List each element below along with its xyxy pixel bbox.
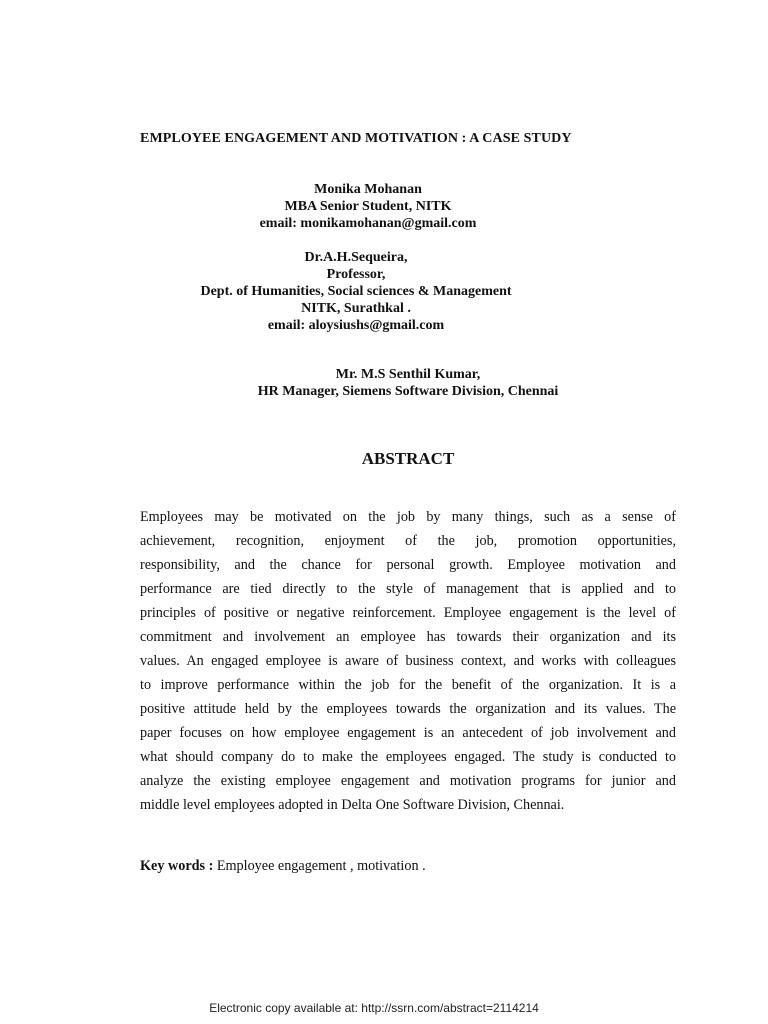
- keywords-text: Employee engagement , motivation .: [213, 858, 426, 874]
- author-name: Mr. M.S Senthil Kumar,: [335, 367, 481, 382]
- author-affiliation: NITK, Surathkal .: [301, 301, 411, 316]
- author-department: Dept. of Humanities, Social sciences & Management: [200, 284, 512, 299]
- author-affiliation: HR Manager, Siemens Software Division, Chennai: [257, 384, 559, 399]
- abstract-line: principles of positive or negative reinforcement. Employee engagement is the level of: [140, 605, 676, 621]
- author-block-3: [24, 366, 768, 400]
- author-name: Monika Mohanan: [314, 182, 422, 197]
- author-position: Professor,: [326, 267, 386, 282]
- author-email: email: aloysiushs@gmail.com: [267, 318, 445, 333]
- abstract-line: analyze the existing employee engagement and motivation programs for junior and: [140, 773, 676, 789]
- author-affiliation: MBA Senior Student, NITK: [284, 199, 452, 214]
- abstract-heading: ABSTRACT: [361, 449, 455, 468]
- paper-title: EMPLOYEE ENGAGEMENT AND MOTIVATION : A CASE STUDY: [140, 131, 572, 146]
- abstract-line: achievement, recognition, enjoyment of the job, promotion opportunities,: [140, 533, 676, 549]
- abstract-line: commitment and involvement an employee has towards their organization and its: [140, 629, 676, 645]
- abstract-line: paper focuses on how employee engagement is an antecedent of job involvement and: [140, 725, 676, 741]
- abstract-line: values. An engaged employee is aware of business context, and works with colleagues: [140, 653, 676, 669]
- author-block-1: [0, 181, 752, 232]
- keywords: [140, 858, 426, 875]
- author-email: email: monikamohanan@gmail.com: [259, 216, 477, 231]
- abstract-line: middle level employees adopted in Delta One Software Division, Chennai.: [140, 797, 565, 813]
- abstract-line: Employees may be motivated on the job by many things, such as a sense of: [140, 509, 676, 525]
- abstract-line: responsibility, and the chance for personal growth. Employee motivation and: [140, 557, 676, 573]
- keywords-label: Key words :: [140, 858, 214, 874]
- abstract-line: positive attitude held by the employees towards the organization and its values. The: [140, 701, 676, 717]
- ssrn-footer: Electronic copy available at: http://ssrn.com/abstract=2114214: [209, 1001, 539, 1015]
- abstract-line: to improve performance within the job for the benefit of the organization. It is a: [140, 677, 676, 693]
- abstract-body: [140, 505, 676, 817]
- abstract-line: performance are tied directly to the style of management that is applied and to: [140, 581, 676, 597]
- author-name: Dr.A.H.Sequeira,: [304, 250, 408, 265]
- author-block-2: [0, 249, 740, 334]
- abstract-line: what should company do to make the employees engaged. The study is conducted to: [140, 749, 676, 765]
